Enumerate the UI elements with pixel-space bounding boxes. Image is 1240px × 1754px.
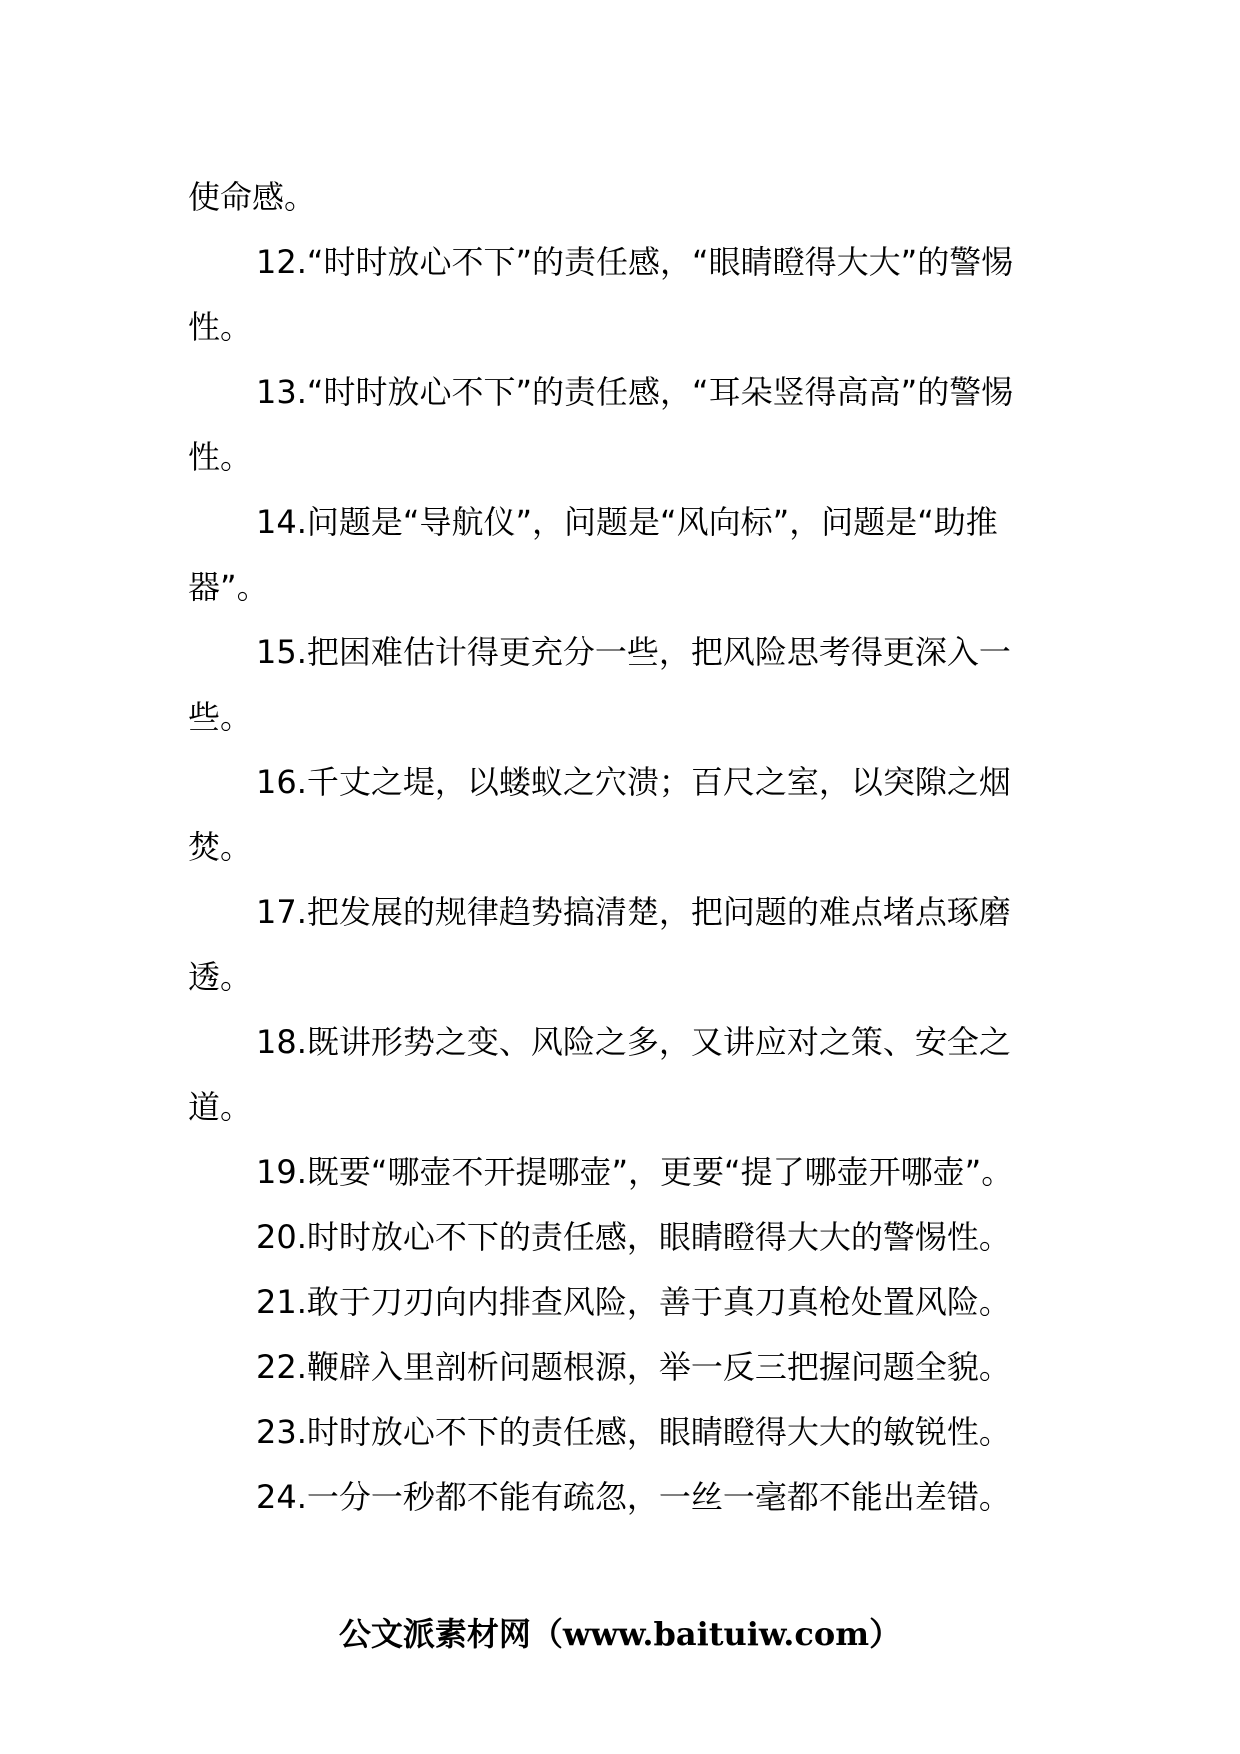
paragraph-21: 21.敢于刀刃向内排查风险，善于真刀真枪处置风险。 — [256, 1283, 1011, 1321]
paragraph-19: 19.既要“哪壶不开提哪壶”，更要“提了哪壶开哪壶”。 — [256, 1153, 1014, 1191]
paragraph-16: 16.千丈之堤，以蝼蚁之穴溃；百尺之室，以突隙之烟焚。 — [188, 763, 1011, 866]
paragraph-continuation: 使命感。 — [188, 178, 317, 216]
paragraph-18: 18.既讲形势之变、风险之多，又讲应对之策、安全之道。 — [188, 1023, 1011, 1126]
paragraph-22: 22.鞭辟入里剖析问题根源，举一反三把握问题全貌。 — [256, 1348, 1011, 1386]
paragraph-13: 13.“时时放心不下”的责任感，“耳朵竖得高高”的警惕性。 — [188, 373, 1014, 476]
paragraph-24: 24.一分一秒都不能有疏忽，一丝一毫都不能出差错。 — [256, 1478, 1011, 1516]
paragraph-17: 17.把发展的规律趋势搞清楚，把问题的难点堵点琢磨透。 — [188, 893, 1011, 996]
paragraph-23: 23.时时放心不下的责任感，眼睛瞪得大大的敏锐性。 — [256, 1413, 1011, 1451]
paragraph-20: 20.时时放心不下的责任感，眼睛瞪得大大的警惕性。 — [256, 1218, 1011, 1256]
page-footer-source: 公文派素材网（www.baituiw.com） — [338, 1615, 902, 1653]
paragraph-14: 14.问题是“导航仪”，问题是“风向标”，问题是“助推器”。 — [188, 503, 998, 606]
paragraph-15: 15.把困难估计得更充分一些，把风险思考得更深入一些。 — [188, 633, 1011, 736]
paragraph-12: 12.“时时放心不下”的责任感，“眼睛瞪得大大”的警惕性。 — [188, 243, 1014, 346]
document-body — [188, 165, 1063, 1530]
